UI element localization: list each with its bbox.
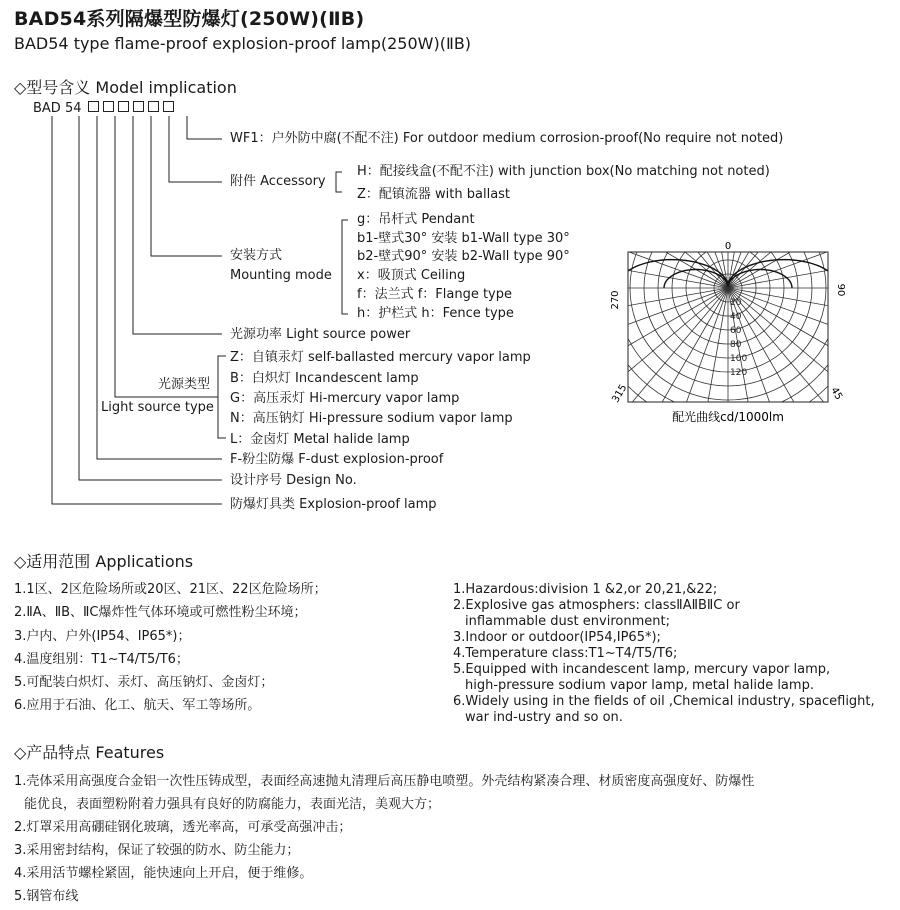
polar-angle-top: 0	[724, 241, 732, 252]
page-title: BAD54系列隔爆型防爆灯(250W)(ⅡB)	[14, 8, 365, 30]
mounting-item: b2-壁式90° 安装 b2-Wall type 90°	[357, 249, 570, 264]
model-power: 光源功率 Light source power	[230, 327, 411, 342]
polar-radial	[728, 288, 857, 430]
applications-cn-list	[14, 578, 327, 718]
model-exproof: 防爆灯具类 Explosion-proof lamp	[230, 497, 437, 512]
model-mounting-label-en: Mounting mode	[230, 268, 332, 283]
mounting-item: g：吊杆式 Pendant	[357, 212, 475, 227]
feature-item: 5.钢管布线	[14, 889, 79, 904]
model-fdust: F-粉尘防爆 F-dust explosion-proof	[230, 452, 444, 467]
mounting-item: f：法兰式 f：Flange type	[357, 287, 513, 302]
app-en-item: 4.Temperature class:T1~T4/T5/T6;	[453, 646, 678, 661]
polar-diagram	[600, 240, 860, 430]
feature-item: 2.灯罩采用高硼硅钢化玻璃，透光率高，可承受高强冲击；	[14, 820, 352, 835]
applications-en-list	[453, 582, 875, 726]
app-en-item: 3.Indoor or outdoor(IP54,IP65*);	[453, 630, 661, 645]
polar-caption: 配光曲线cd/1000lm	[672, 410, 784, 424]
features-heading: ◇产品特点 Features	[14, 743, 165, 762]
polar-ring-label: 60	[730, 326, 742, 336]
model-accessory-z: Z：配镇流器 with ballast	[357, 187, 511, 202]
app-en-item: 6.Widely using in the fields of oil ,Chemical industry, spaceflight,	[453, 694, 875, 709]
model-mounting-label-cn: 安装方式	[230, 248, 283, 263]
polar-angle-bl: 315	[610, 382, 630, 405]
features-list	[14, 770, 754, 908]
source-item: Z：自镇汞灯 self-ballasted mercury vapor lamp	[230, 350, 531, 365]
feature-item: 4.采用活节螺栓紧固，能快速向上开启，便于维修。	[14, 866, 313, 881]
polar-angle-br: 45	[828, 385, 845, 403]
app-cn-item: 4.温度组别：T1~T4/T5/T6；	[14, 651, 189, 667]
feature-item: 3.采用密封结构，保证了较强的防水、防尘能力；	[14, 843, 300, 858]
source-item: B：白炽灯 Incandescent lamp	[230, 371, 419, 386]
mounting-item: b1-壁式30° 安装 b1-Wall type 30°	[357, 231, 570, 246]
mounting-item: x：吸顶式 Ceiling	[357, 268, 466, 283]
source-item: N：高压钠灯 Hi-pressure sodium vapor lamp	[230, 411, 513, 426]
app-en-item: high-pressure sodium vapor lamp, metal halide lamp.	[465, 678, 814, 693]
app-cn-item: 3.户内、户外(IP54、IP65*)；	[14, 628, 191, 644]
app-cn-item: 5.可配装白炽灯、汞灯、高压钠灯、金卤灯；	[14, 675, 274, 691]
mounting-item: h：护栏式 h：Fence type	[357, 306, 514, 321]
polar-angle-left: 270	[610, 290, 621, 310]
polar-ring-label: 100	[730, 354, 748, 364]
app-cn-item: 6.应用于石油、化工、航天、军工等场所。	[14, 698, 261, 714]
model-source-label-en: Light source type	[101, 400, 214, 415]
polar-radial	[728, 240, 763, 288]
feature-item: 能优良，表面塑粉附着力强具有良好的防腐能力，表面光洁，美观大方；	[24, 797, 441, 812]
polar-ring-label: 20	[730, 298, 742, 308]
source-item: L：金卤灯 Metal halide lamp	[230, 432, 410, 447]
app-en-item: war ind-ustry and so on.	[465, 710, 623, 725]
applications-heading: ◇适用范围 Applications	[14, 552, 194, 571]
app-en-item: 2.Explosive gas atmosphers: classⅡAⅡBⅡC or	[453, 598, 740, 613]
app-en-item: inflammable dust environment;	[465, 614, 670, 629]
model-wf1: WF1：户外防中腐(不配不注) For outdoor medium corrosion-proof(No require not noted)	[230, 131, 784, 146]
polar-angle-right: 90	[835, 283, 846, 297]
app-en-item: 1.Hazardous:division 1 &2,or 20,21,&22;	[453, 582, 718, 597]
app-cn-item: 2.ⅡA、ⅡB、ⅡC爆炸性气体环境或可燃性粉尘环境；	[14, 605, 307, 621]
feature-item: 1.壳体采用高强度合金铝一次性压铸成型，表面经高速抛丸清理后高压静电喷塑。外壳结构紧凑合理、材质密度高强度好、防爆性	[14, 774, 755, 789]
polar-ring-label: 80	[730, 340, 742, 350]
model-design: 设计序号 Design No.	[230, 473, 357, 488]
page-subtitle: BAD54 type flame-proof explosion-proof lamp(250W)(ⅡB)	[14, 34, 472, 53]
model-accessory-h: H：配接线盒(不配不注) with junction box(No matching not noted)	[357, 164, 770, 179]
source-item: G：高压汞灯 Hi-mercury vapor lamp	[230, 391, 460, 406]
polar-ring-label: 120	[730, 368, 748, 378]
model-source-label-cn: 光源类型	[158, 377, 211, 392]
app-cn-item: 1.1区、2区危险场所或20区、21区、22区危险场所；	[14, 582, 327, 597]
app-en-item: 5.Equipped with incandescent lamp, mercury vapor lamp,	[453, 662, 831, 677]
polar-ring-label: 40	[730, 312, 742, 322]
model-heading: ◇型号含义 Model implication	[14, 78, 237, 97]
model-code: BAD 54	[33, 101, 82, 116]
polar-radial	[693, 240, 728, 288]
model-accessory-label: 附件 Accessory	[230, 174, 326, 189]
polar-radial	[600, 240, 728, 288]
polar-radial	[728, 288, 860, 388]
